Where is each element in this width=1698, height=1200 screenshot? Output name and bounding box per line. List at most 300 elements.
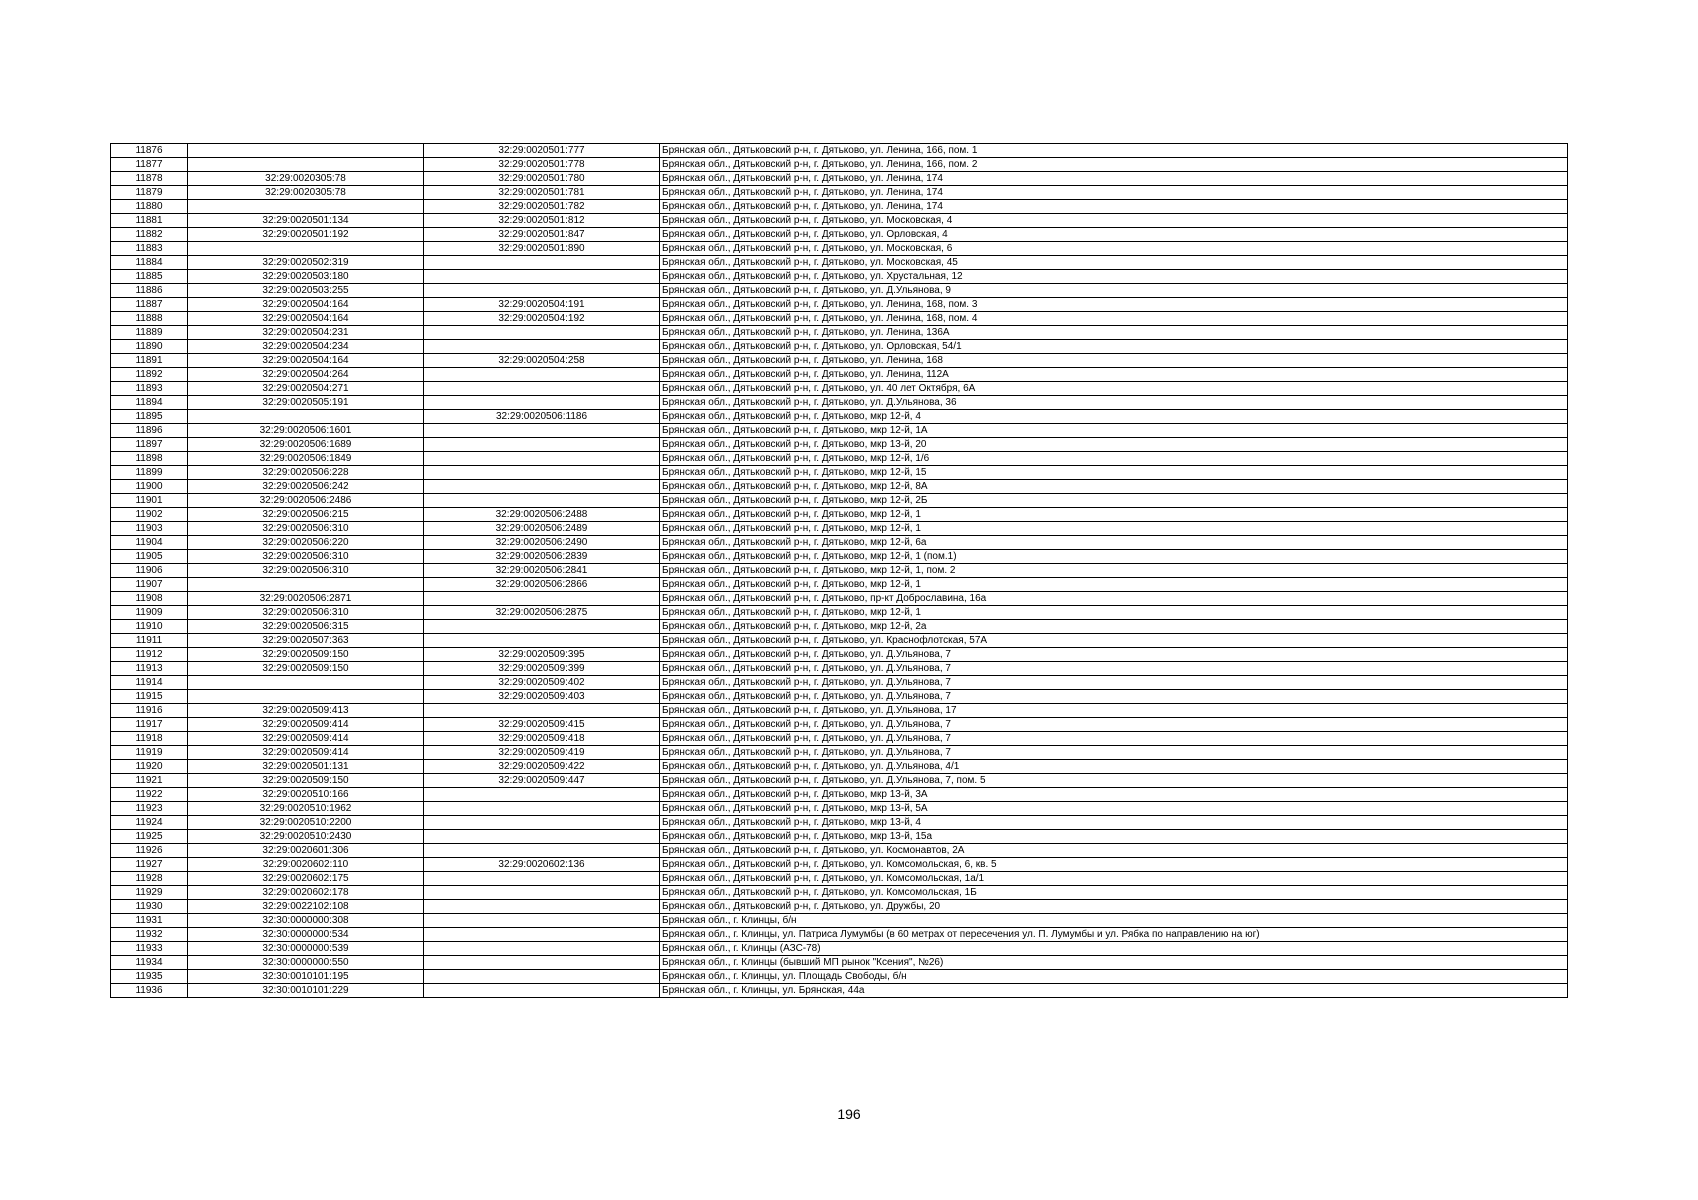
land-cadastral-number-cell: 32:29:0020506:310 xyxy=(188,522,424,536)
building-cadastral-number-cell xyxy=(424,494,660,508)
land-cadastral-number-cell: 32:29:0020509:150 xyxy=(188,662,424,676)
row-number-cell: 11903 xyxy=(111,522,188,536)
building-cadastral-number-cell xyxy=(424,452,660,466)
row-number-cell: 11935 xyxy=(111,970,188,984)
row-number-cell: 11932 xyxy=(111,928,188,942)
row-number-cell: 11885 xyxy=(111,270,188,284)
building-cadastral-number-cell xyxy=(424,886,660,900)
building-cadastral-number-cell: 32:29:0020509:418 xyxy=(424,732,660,746)
row-number-cell: 11898 xyxy=(111,452,188,466)
address-cell: Брянская обл., Дятьковский р-н, г. Дятьково, ул. Ленина, 174 xyxy=(660,200,1568,214)
address-cell: Брянская обл., Дятьковский р-н, г. Дятьково, ул. Д.Ульянова, 9 xyxy=(660,284,1568,298)
table-row xyxy=(111,816,1568,830)
address-cell: Брянская обл., Дятьковский р-н, г. Дятьково, мкр 12-й, 1/6 xyxy=(660,452,1568,466)
land-cadastral-number-cell: 32:30:0000000:534 xyxy=(188,928,424,942)
land-cadastral-number-cell: 32:29:0020602:175 xyxy=(188,872,424,886)
address-cell: Брянская обл., Дятьковский р-н, г. Дятьково, ул. Ленина, 168, пом. 3 xyxy=(660,298,1568,312)
table-row xyxy=(111,340,1568,354)
building-cadastral-number-cell xyxy=(424,956,660,970)
row-number-cell: 11886 xyxy=(111,284,188,298)
address-cell: Брянская обл., Дятьковский р-н, г. Дятьково, ул. Космонавтов, 2А xyxy=(660,844,1568,858)
land-cadastral-number-cell: 32:29:0020506:215 xyxy=(188,508,424,522)
land-cadastral-number-cell: 32:29:0020504:231 xyxy=(188,326,424,340)
table-row xyxy=(111,676,1568,690)
building-cadastral-number-cell: 32:29:0020504:192 xyxy=(424,312,660,326)
table-row xyxy=(111,354,1568,368)
row-number-cell: 11907 xyxy=(111,578,188,592)
table-row xyxy=(111,522,1568,536)
building-cadastral-number-cell: 32:29:0020501:780 xyxy=(424,172,660,186)
address-cell: Брянская обл., Дятьковский р-н, г. Дятьково, ул. Московская, 6 xyxy=(660,242,1568,256)
table-row xyxy=(111,746,1568,760)
table-row xyxy=(111,256,1568,270)
row-number-cell: 11904 xyxy=(111,536,188,550)
address-cell: Брянская обл., Дятьковский р-н, г. Дятьково, мкр 12-й, 6а xyxy=(660,536,1568,550)
building-cadastral-number-cell: 32:29:0020509:447 xyxy=(424,774,660,788)
row-number-cell: 11911 xyxy=(111,634,188,648)
row-number-cell: 11913 xyxy=(111,662,188,676)
table-row xyxy=(111,298,1568,312)
building-cadastral-number-cell xyxy=(424,466,660,480)
table-row xyxy=(111,200,1568,214)
land-cadastral-number-cell: 32:29:0020305:78 xyxy=(188,172,424,186)
land-cadastral-number-cell: 32:29:0020510:1962 xyxy=(188,802,424,816)
land-cadastral-number-cell: 32:29:0020509:414 xyxy=(188,732,424,746)
row-number-cell: 11892 xyxy=(111,368,188,382)
land-cadastral-number-cell: 32:29:0020510:2430 xyxy=(188,830,424,844)
land-cadastral-number-cell: 32:29:0020501:131 xyxy=(188,760,424,774)
table-row xyxy=(111,396,1568,410)
row-number-cell: 11915 xyxy=(111,690,188,704)
row-number-cell: 11894 xyxy=(111,396,188,410)
land-cadastral-number-cell: 32:30:0010101:195 xyxy=(188,970,424,984)
row-number-cell: 11895 xyxy=(111,410,188,424)
row-number-cell: 11888 xyxy=(111,312,188,326)
table-row xyxy=(111,606,1568,620)
table-row xyxy=(111,620,1568,634)
table-row xyxy=(111,312,1568,326)
building-cadastral-number-cell xyxy=(424,970,660,984)
building-cadastral-number-cell: 32:29:0020506:2490 xyxy=(424,536,660,550)
row-number-cell: 11930 xyxy=(111,900,188,914)
land-cadastral-number-cell xyxy=(188,242,424,256)
address-cell: Брянская обл., Дятьковский р-н, г. Дятьково, ул. Краснофлотская, 57А xyxy=(660,634,1568,648)
land-cadastral-number-cell: 32:29:0020601:306 xyxy=(188,844,424,858)
table-row xyxy=(111,634,1568,648)
building-cadastral-number-cell xyxy=(424,256,660,270)
row-number-cell: 11902 xyxy=(111,508,188,522)
address-cell: Брянская обл., Дятьковский р-н, г. Дятьково, ул. Московская, 45 xyxy=(660,256,1568,270)
table-row xyxy=(111,494,1568,508)
building-cadastral-number-cell: 32:29:0020509:395 xyxy=(424,648,660,662)
address-cell: Брянская обл., Дятьковский р-н, г. Дятьково, ул. Д.Ульянова, 7 xyxy=(660,746,1568,760)
land-cadastral-number-cell: 32:29:0020501:134 xyxy=(188,214,424,228)
address-cell: Брянская обл., Дятьковский р-н, г. Дятьково, ул. Ленина, 136А xyxy=(660,326,1568,340)
address-cell: Брянская обл., Дятьковский р-н, г. Дятьково, ул. Д.Ульянова, 17 xyxy=(660,704,1568,718)
row-number-cell: 11891 xyxy=(111,354,188,368)
address-cell: Брянская обл., г. Клинцы, ул. Патриса Лумумбы (в 60 метрах от пересечения ул. П. Лумумбы и ул. Рябка по направлению на юг) xyxy=(660,928,1568,942)
land-cadastral-number-cell: 32:29:0020602:110 xyxy=(188,858,424,872)
address-cell: Брянская обл., Дятьковский р-н, г. Дятьково, ул. Комсомольская, 1а/1 xyxy=(660,872,1568,886)
land-cadastral-number-cell: 32:29:0020510:2200 xyxy=(188,816,424,830)
row-number-cell: 11936 xyxy=(111,984,188,998)
row-number-cell: 11933 xyxy=(111,942,188,956)
table-row xyxy=(111,802,1568,816)
address-cell: Брянская обл., г. Клинцы (бывший МП рынок "Ксения", №26) xyxy=(660,956,1568,970)
table-row xyxy=(111,718,1568,732)
address-cell: Брянская обл., Дятьковский р-н, г. Дятьково, мкр 12-й, 4 xyxy=(660,410,1568,424)
row-number-cell: 11883 xyxy=(111,242,188,256)
address-cell: Брянская обл., Дятьковский р-н, г. Дятьково, мкр 12-й, 1 xyxy=(660,606,1568,620)
building-cadastral-number-cell xyxy=(424,592,660,606)
land-cadastral-number-cell: 32:29:0020509:414 xyxy=(188,746,424,760)
table-row xyxy=(111,592,1568,606)
row-number-cell: 11921 xyxy=(111,774,188,788)
land-cadastral-number-cell: 32:29:0020504:234 xyxy=(188,340,424,354)
building-cadastral-number-cell xyxy=(424,872,660,886)
building-cadastral-number-cell: 32:29:0020501:812 xyxy=(424,214,660,228)
land-cadastral-number-cell xyxy=(188,200,424,214)
land-cadastral-number-cell: 32:29:0020509:150 xyxy=(188,774,424,788)
address-cell: Брянская обл., Дятьковский р-н, г. Дятьково, мкр 12-й, 1А xyxy=(660,424,1568,438)
address-cell: Брянская обл., Дятьковский р-н, г. Дятьково, ул. Орловская, 4 xyxy=(660,228,1568,242)
row-number-cell: 11909 xyxy=(111,606,188,620)
building-cadastral-number-cell xyxy=(424,942,660,956)
land-cadastral-number-cell: 32:30:0000000:550 xyxy=(188,956,424,970)
address-cell: Брянская обл., Дятьковский р-н, г. Дятьково, мкр 12-й, 15 xyxy=(660,466,1568,480)
land-cadastral-number-cell: 32:29:0020506:2871 xyxy=(188,592,424,606)
row-number-cell: 11928 xyxy=(111,872,188,886)
building-cadastral-number-cell: 32:29:0020509:399 xyxy=(424,662,660,676)
table-row xyxy=(111,144,1568,158)
table-row xyxy=(111,872,1568,886)
address-cell: Брянская обл., Дятьковский р-н, г. Дятьково, ул. Д.Ульянова, 36 xyxy=(660,396,1568,410)
row-number-cell: 11916 xyxy=(111,704,188,718)
building-cadastral-number-cell xyxy=(424,368,660,382)
row-number-cell: 11877 xyxy=(111,158,188,172)
land-cadastral-number-cell: 32:29:0020504:264 xyxy=(188,368,424,382)
address-cell: Брянская обл., Дятьковский р-н, г. Дятьково, ул. Московская, 4 xyxy=(660,214,1568,228)
row-number-cell: 11934 xyxy=(111,956,188,970)
building-cadastral-number-cell xyxy=(424,816,660,830)
table-row xyxy=(111,858,1568,872)
address-cell: Брянская обл., Дятьковский р-н, г. Дятьково, ул. Ленина, 166, пом. 2 xyxy=(660,158,1568,172)
building-cadastral-number-cell: 32:29:0020506:2866 xyxy=(424,578,660,592)
land-cadastral-number-cell: 32:29:0020506:2486 xyxy=(188,494,424,508)
building-cadastral-number-cell xyxy=(424,284,660,298)
land-cadastral-number-cell: 32:29:0020504:164 xyxy=(188,298,424,312)
table-body xyxy=(111,144,1568,998)
building-cadastral-number-cell: 32:29:0020506:2841 xyxy=(424,564,660,578)
row-number-cell: 11897 xyxy=(111,438,188,452)
land-cadastral-number-cell: 32:29:0020504:164 xyxy=(188,312,424,326)
table-row xyxy=(111,830,1568,844)
address-cell: Брянская обл., Дятьковский р-н, г. Дятьково, мкр 13-й, 3А xyxy=(660,788,1568,802)
table-row xyxy=(111,760,1568,774)
address-cell: Брянская обл., г. Клинцы, ул. Площадь Свободы, б/н xyxy=(660,970,1568,984)
address-cell: Брянская обл., г. Клинцы, б/н xyxy=(660,914,1568,928)
building-cadastral-number-cell xyxy=(424,396,660,410)
land-cadastral-number-cell: 32:29:0020509:413 xyxy=(188,704,424,718)
table-row xyxy=(111,172,1568,186)
row-number-cell: 11900 xyxy=(111,480,188,494)
address-cell: Брянская обл., Дятьковский р-н, г. Дятьково, ул. Д.Ульянова, 7 xyxy=(660,718,1568,732)
building-cadastral-number-cell: 32:29:0020509:403 xyxy=(424,690,660,704)
address-cell: Брянская обл., Дятьковский р-н, г. Дятьково, пр-кт Доброславина, 16а xyxy=(660,592,1568,606)
land-cadastral-number-cell xyxy=(188,410,424,424)
table-row xyxy=(111,928,1568,942)
table-row xyxy=(111,704,1568,718)
row-number-cell: 11926 xyxy=(111,844,188,858)
row-number-cell: 11882 xyxy=(111,228,188,242)
property-register-table xyxy=(110,143,1568,998)
row-number-cell: 11878 xyxy=(111,172,188,186)
land-cadastral-number-cell xyxy=(188,158,424,172)
land-cadastral-number-cell: 32:29:0022102:108 xyxy=(188,900,424,914)
land-cadastral-number-cell: 32:29:0020305:78 xyxy=(188,186,424,200)
building-cadastral-number-cell xyxy=(424,830,660,844)
table-row xyxy=(111,984,1568,998)
land-cadastral-number-cell: 32:29:0020503:255 xyxy=(188,284,424,298)
land-cadastral-number-cell: 32:30:0010101:229 xyxy=(188,984,424,998)
table-row xyxy=(111,662,1568,676)
land-cadastral-number-cell: 32:29:0020506:242 xyxy=(188,480,424,494)
land-cadastral-number-cell: 32:29:0020509:414 xyxy=(188,718,424,732)
table-row xyxy=(111,900,1568,914)
building-cadastral-number-cell: 32:29:0020504:258 xyxy=(424,354,660,368)
table-row xyxy=(111,228,1568,242)
row-number-cell: 11922 xyxy=(111,788,188,802)
table-row xyxy=(111,480,1568,494)
land-cadastral-number-cell xyxy=(188,578,424,592)
row-number-cell: 11929 xyxy=(111,886,188,900)
address-cell: Брянская обл., Дятьковский р-н, г. Дятьково, ул. Комсомольская, 6, кв. 5 xyxy=(660,858,1568,872)
address-cell: Брянская обл., Дятьковский р-н, г. Дятьково, мкр 12-й, 2а xyxy=(660,620,1568,634)
table-row xyxy=(111,844,1568,858)
address-cell: Брянская обл., Дятьковский р-н, г. Дятьково, мкр 13-й, 5А xyxy=(660,802,1568,816)
land-cadastral-number-cell: 32:29:0020506:228 xyxy=(188,466,424,480)
table-row xyxy=(111,956,1568,970)
land-cadastral-number-cell: 32:30:0000000:539 xyxy=(188,942,424,956)
address-cell: Брянская обл., Дятьковский р-н, г. Дятьково, мкр 12-й, 1 xyxy=(660,578,1568,592)
address-cell: Брянская обл., Дятьковский р-н, г. Дятьково, мкр 12-й, 1 (пом.1) xyxy=(660,550,1568,564)
table-row xyxy=(111,382,1568,396)
row-number-cell: 11906 xyxy=(111,564,188,578)
building-cadastral-number-cell xyxy=(424,634,660,648)
address-cell: Брянская обл., Дятьковский р-н, г. Дятьково, мкр 13-й, 4 xyxy=(660,816,1568,830)
land-cadastral-number-cell: 32:29:0020506:310 xyxy=(188,606,424,620)
table-row xyxy=(111,368,1568,382)
land-cadastral-number-cell: 32:29:0020510:166 xyxy=(188,788,424,802)
row-number-cell: 11914 xyxy=(111,676,188,690)
table-row xyxy=(111,578,1568,592)
land-cadastral-number-cell xyxy=(188,676,424,690)
building-cadastral-number-cell: 32:29:0020501:781 xyxy=(424,186,660,200)
address-cell: Брянская обл., Дятьковский р-н, г. Дятьково, ул. Ленина, 174 xyxy=(660,172,1568,186)
land-cadastral-number-cell: 32:29:0020506:1849 xyxy=(188,452,424,466)
table-row xyxy=(111,284,1568,298)
building-cadastral-number-cell: 32:29:0020506:2839 xyxy=(424,550,660,564)
row-number-cell: 11899 xyxy=(111,466,188,480)
table-row xyxy=(111,438,1568,452)
building-cadastral-number-cell xyxy=(424,900,660,914)
row-number-cell: 11876 xyxy=(111,144,188,158)
building-cadastral-number-cell xyxy=(424,326,660,340)
row-number-cell: 11924 xyxy=(111,816,188,830)
row-number-cell: 11884 xyxy=(111,256,188,270)
land-cadastral-number-cell: 32:29:0020506:310 xyxy=(188,550,424,564)
row-number-cell: 11923 xyxy=(111,802,188,816)
table-row xyxy=(111,508,1568,522)
land-cadastral-number-cell xyxy=(188,690,424,704)
table-row xyxy=(111,466,1568,480)
row-number-cell: 11927 xyxy=(111,858,188,872)
address-cell: Брянская обл., Дятьковский р-н, г. Дятьково, ул. Хрустальная, 12 xyxy=(660,270,1568,284)
table-row xyxy=(111,914,1568,928)
address-cell: Брянская обл., Дятьковский р-н, г. Дятьково, ул. Д.Ульянова, 7 xyxy=(660,732,1568,746)
address-cell: Брянская обл., Дятьковский р-н, г. Дятьково, мкр 13-й, 20 xyxy=(660,438,1568,452)
table-row xyxy=(111,788,1568,802)
row-number-cell: 11908 xyxy=(111,592,188,606)
table-row xyxy=(111,452,1568,466)
land-cadastral-number-cell: 32:29:0020503:180 xyxy=(188,270,424,284)
land-cadastral-number-cell: 32:29:0020501:192 xyxy=(188,228,424,242)
address-cell: Брянская обл., Дятьковский р-н, г. Дятьково, ул. Орловская, 54/1 xyxy=(660,340,1568,354)
land-cadastral-number-cell: 32:29:0020506:315 xyxy=(188,620,424,634)
land-cadastral-number-cell: 32:29:0020504:271 xyxy=(188,382,424,396)
table-row xyxy=(111,732,1568,746)
row-number-cell: 11910 xyxy=(111,620,188,634)
table-row xyxy=(111,158,1568,172)
building-cadastral-number-cell: 32:29:0020501:847 xyxy=(424,228,660,242)
row-number-cell: 11879 xyxy=(111,186,188,200)
address-cell: Брянская обл., Дятьковский р-н, г. Дятьково, ул. Комсомольская, 1Б xyxy=(660,886,1568,900)
building-cadastral-number-cell xyxy=(424,928,660,942)
address-cell: Брянская обл., Дятьковский р-н, г. Дятьково, ул. Д.Ульянова, 7 xyxy=(660,676,1568,690)
table-row xyxy=(111,886,1568,900)
row-number-cell: 11889 xyxy=(111,326,188,340)
address-cell: Брянская обл., Дятьковский р-н, г. Дятьково, ул. Ленина, 168 xyxy=(660,354,1568,368)
land-cadastral-number-cell: 32:29:0020505:191 xyxy=(188,396,424,410)
land-cadastral-number-cell: 32:29:0020504:164 xyxy=(188,354,424,368)
row-number-cell: 11901 xyxy=(111,494,188,508)
address-cell: Брянская обл., г. Клинцы, ул. Брянская, 44а xyxy=(660,984,1568,998)
page-number: 196 xyxy=(837,1106,861,1122)
building-cadastral-number-cell: 32:29:0020501:777 xyxy=(424,144,660,158)
building-cadastral-number-cell: 32:29:0020509:422 xyxy=(424,760,660,774)
row-number-cell: 11912 xyxy=(111,648,188,662)
building-cadastral-number-cell xyxy=(424,704,660,718)
row-number-cell: 11905 xyxy=(111,550,188,564)
building-cadastral-number-cell: 32:29:0020506:2489 xyxy=(424,522,660,536)
building-cadastral-number-cell xyxy=(424,480,660,494)
table-row xyxy=(111,774,1568,788)
building-cadastral-number-cell: 32:29:0020509:402 xyxy=(424,676,660,690)
land-cadastral-number-cell: 32:29:0020506:1601 xyxy=(188,424,424,438)
building-cadastral-number-cell xyxy=(424,788,660,802)
address-cell: Брянская обл., Дятьковский р-н, г. Дятьково, ул. Ленина, 174 xyxy=(660,186,1568,200)
row-number-cell: 11896 xyxy=(111,424,188,438)
row-number-cell: 11925 xyxy=(111,830,188,844)
table-row xyxy=(111,942,1568,956)
table-row xyxy=(111,550,1568,564)
row-number-cell: 11881 xyxy=(111,214,188,228)
building-cadastral-number-cell: 32:29:0020506:2488 xyxy=(424,508,660,522)
address-cell: Брянская обл., Дятьковский р-н, г. Дятьково, ул. Дружбы, 20 xyxy=(660,900,1568,914)
building-cadastral-number-cell xyxy=(424,802,660,816)
building-cadastral-number-cell: 32:29:0020509:419 xyxy=(424,746,660,760)
building-cadastral-number-cell xyxy=(424,382,660,396)
address-cell: Брянская обл., Дятьковский р-н, г. Дятьково, ул. Ленина, 166, пом. 1 xyxy=(660,144,1568,158)
land-cadastral-number-cell: 32:29:0020506:220 xyxy=(188,536,424,550)
row-number-cell: 11917 xyxy=(111,718,188,732)
table-row xyxy=(111,410,1568,424)
building-cadastral-number-cell xyxy=(424,340,660,354)
table-row xyxy=(111,242,1568,256)
row-number-cell: 11919 xyxy=(111,746,188,760)
land-cadastral-number-cell: 32:29:0020507:363 xyxy=(188,634,424,648)
table-row xyxy=(111,690,1568,704)
row-number-cell: 11880 xyxy=(111,200,188,214)
building-cadastral-number-cell: 32:29:0020506:1186 xyxy=(424,410,660,424)
address-cell: Брянская обл., Дятьковский р-н, г. Дятьково, ул. 40 лет Октября, 6А xyxy=(660,382,1568,396)
row-number-cell: 11918 xyxy=(111,732,188,746)
table-row xyxy=(111,648,1568,662)
building-cadastral-number-cell xyxy=(424,914,660,928)
table-row xyxy=(111,186,1568,200)
address-cell: Брянская обл., Дятьковский р-н, г. Дятьково, мкр 12-й, 2Б xyxy=(660,494,1568,508)
building-cadastral-number-cell: 32:29:0020504:191 xyxy=(424,298,660,312)
building-cadastral-number-cell xyxy=(424,270,660,284)
table-row xyxy=(111,564,1568,578)
row-number-cell: 11920 xyxy=(111,760,188,774)
land-cadastral-number-cell: 32:29:0020509:150 xyxy=(188,648,424,662)
address-cell: Брянская обл., Дятьковский р-н, г. Дятьково, ул. Д.Ульянова, 7 xyxy=(660,662,1568,676)
address-cell: Брянская обл., Дятьковский р-н, г. Дятьково, ул. Д.Ульянова, 7 xyxy=(660,690,1568,704)
row-number-cell: 11893 xyxy=(111,382,188,396)
row-number-cell: 11890 xyxy=(111,340,188,354)
row-number-cell: 11887 xyxy=(111,298,188,312)
table-row xyxy=(111,424,1568,438)
building-cadastral-number-cell xyxy=(424,438,660,452)
table-row xyxy=(111,214,1568,228)
table-row xyxy=(111,970,1568,984)
table-row xyxy=(111,326,1568,340)
address-cell: Брянская обл., Дятьковский р-н, г. Дятьково, ул. Ленина, 112А xyxy=(660,368,1568,382)
table-row xyxy=(111,270,1568,284)
land-cadastral-number-cell: 32:29:0020502:319 xyxy=(188,256,424,270)
building-cadastral-number-cell xyxy=(424,620,660,634)
address-cell: Брянская обл., г. Клинцы (АЗС-78) xyxy=(660,942,1568,956)
address-cell: Брянская обл., Дятьковский р-н, г. Дятьково, ул. Ленина, 168, пом. 4 xyxy=(660,312,1568,326)
address-cell: Брянская обл., Дятьковский р-н, г. Дятьково, ул. Д.Ульянова, 7 xyxy=(660,648,1568,662)
building-cadastral-number-cell xyxy=(424,844,660,858)
address-cell: Брянская обл., Дятьковский р-н, г. Дятьково, мкр 12-й, 1 xyxy=(660,522,1568,536)
address-cell: Брянская обл., Дятьковский р-н, г. Дятьково, мкр 12-й, 8А xyxy=(660,480,1568,494)
building-cadastral-number-cell: 32:29:0020501:890 xyxy=(424,242,660,256)
address-cell: Брянская обл., Дятьковский р-н, г. Дятьково, мкр 13-й, 15а xyxy=(660,830,1568,844)
building-cadastral-number-cell xyxy=(424,984,660,998)
building-cadastral-number-cell xyxy=(424,424,660,438)
building-cadastral-number-cell: 32:29:0020501:778 xyxy=(424,158,660,172)
building-cadastral-number-cell: 32:29:0020602:136 xyxy=(424,858,660,872)
address-cell: Брянская обл., Дятьковский р-н, г. Дятьково, ул. Д.Ульянова, 7, пом. 5 xyxy=(660,774,1568,788)
address-cell: Брянская обл., Дятьковский р-н, г. Дятьково, мкр 12-й, 1 xyxy=(660,508,1568,522)
land-cadastral-number-cell: 32:29:0020506:1689 xyxy=(188,438,424,452)
building-cadastral-number-cell: 32:29:0020509:415 xyxy=(424,718,660,732)
land-cadastral-number-cell: 32:29:0020506:310 xyxy=(188,564,424,578)
land-cadastral-number-cell xyxy=(188,144,424,158)
